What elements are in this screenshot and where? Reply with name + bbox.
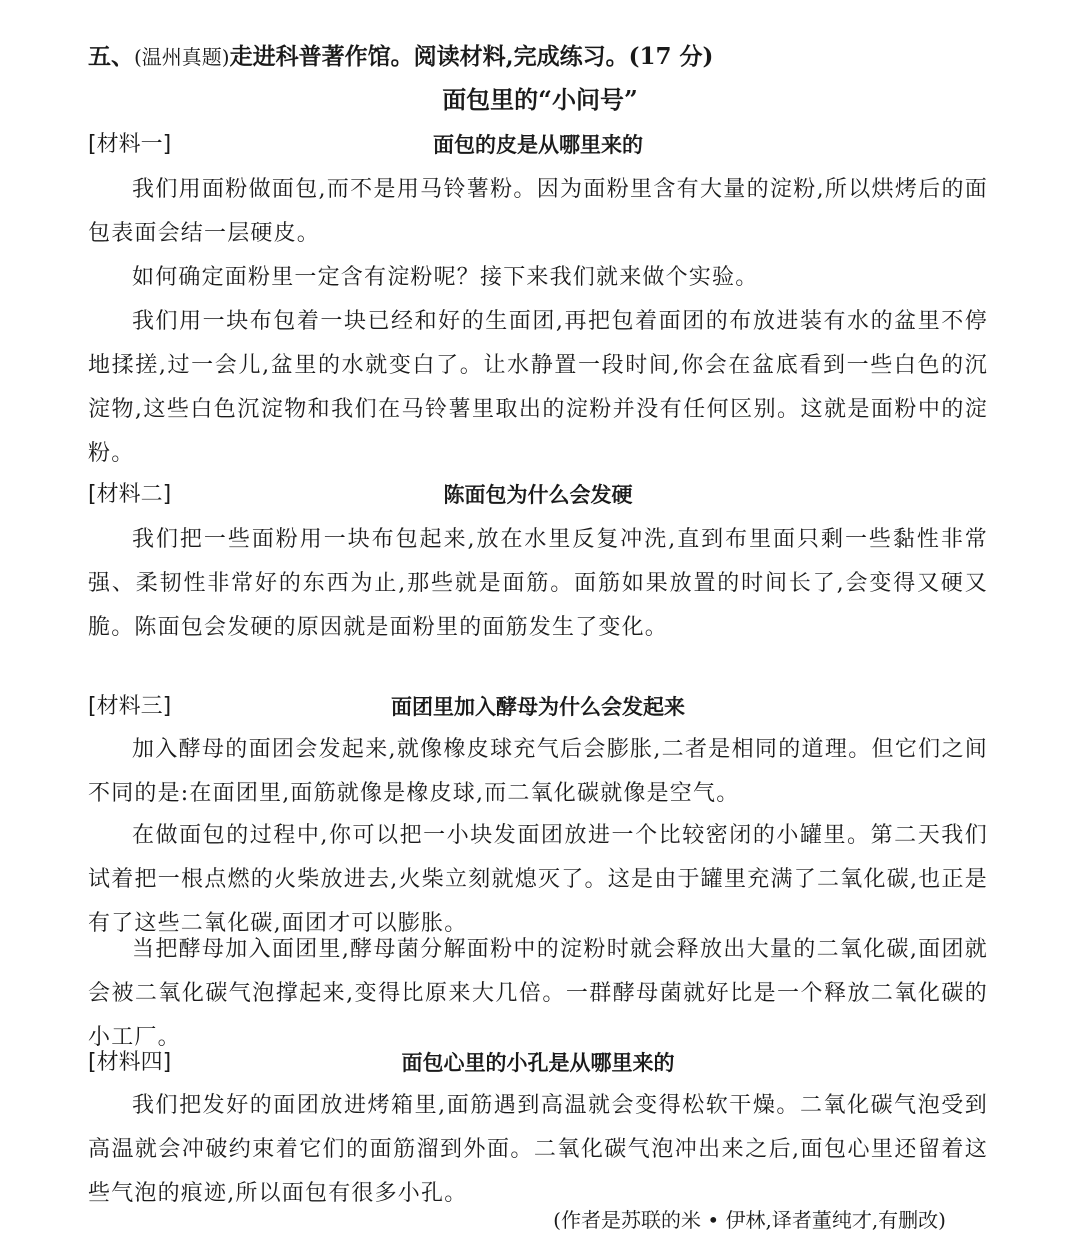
question-score: (17 分) [628, 43, 714, 70]
material-4-header [88, 1046, 948, 1080]
material-4-label: [材料四] [88, 1050, 172, 1075]
material-1-label: [材料一] [88, 132, 172, 157]
material-1-paragraph-2: 如何确定面粉里一定含有淀粉呢？接下来我们就来做个实验。 [132, 265, 759, 290]
material-3-paragraph-3: 当把酵母加入面团里,酵母菌分解面粉中的淀粉时就会释放出大量的二氧化碳,面团就会被二氧化碳气泡撑起来,变得比原来大几倍。一群酵母菌就好比是一个释放二氧化碳的小工厂。 [88, 937, 988, 1050]
question-heading [88, 40, 713, 74]
material-2-title: 陈面包为什么会发硬 [443, 482, 633, 507]
question-number: 五、 [88, 43, 134, 70]
material-3-label: [材料三] [88, 694, 172, 719]
material-2-header [88, 478, 948, 512]
material-3-title: 面团里加入酵母为什么会发起来 [391, 694, 685, 719]
material-3-header [88, 690, 948, 724]
material-1-paragraph-1: 我们用面粉做面包,而不是用马铃薯粉。因为面粉里含有大量的淀粉,所以烘烤后的面包表面会结一层硬皮。 [88, 177, 988, 246]
article-title: 面包里的“小问号” [442, 85, 638, 114]
material-4-title: 面包心里的小孔是从哪里来的 [401, 1050, 675, 1075]
author-credit: (作者是苏联的米 • 伊林,译者董纯才,有删改) [553, 1208, 946, 1232]
material-2-paragraph-1: 我们把一些面粉用一块布包起来,放在水里反复冲洗,直到布里面只剩一些黏性非常强、柔韧性非常好的东西为止,那些就是面筋。面筋如果放置的时间长了,会变得又硬又脆。陈面包会发硬的原因就是面粉里的面筋发生了变化。 [88, 527, 988, 640]
question-instruction: 走进科普著作馆。阅读材料,完成练习。 [229, 43, 629, 70]
material-3-paragraph-1: 加入酵母的面团会发起来,就像橡皮球充气后会膨胀,二者是相同的道理。但它们之间不同的是:在面团里,面筋就像是橡皮球,而二氧化碳就像是空气。 [88, 737, 988, 806]
material-4-paragraph-1: 我们把发好的面团放进烤箱里,面筋遇到高温就会变得松软干燥。二氧化碳气泡受到高温就会冲破约束着它们的面筋溜到外面。二氧化碳气泡冲出来之后,面包心里还留着这些气泡的痕迹,所以面包有很多小孔。 [88, 1093, 988, 1206]
material-1-title: 面包的皮是从哪里来的 [433, 132, 643, 157]
question-source: (温州真题) [134, 45, 230, 69]
material-3-paragraph-2: 在做面包的过程中,你可以把一小块发面团放进一个比较密闭的小罐里。第二天我们试着把一根点燃的火柴放进去,火柴立刻就熄灭了。这是由于罐里充满了二氧化碳,也正是有了这些二氧化碳,面团才可以膨胀。 [88, 823, 988, 936]
material-1-paragraph-3: 我们用一块布包着一块已经和好的生面团,再把包着面团的布放进装有水的盆里不停地揉搓,过一会儿,盆里的水就变白了。让水静置一段时间,你会在盆底看到一些白色的沉淀物,这些白色沉淀物和我们在马铃薯里取出的淀粉并没有任何区别。这就是面粉中的淀粉。 [88, 309, 988, 466]
material-2-label: [材料二] [88, 482, 172, 507]
material-1-header [88, 128, 948, 162]
